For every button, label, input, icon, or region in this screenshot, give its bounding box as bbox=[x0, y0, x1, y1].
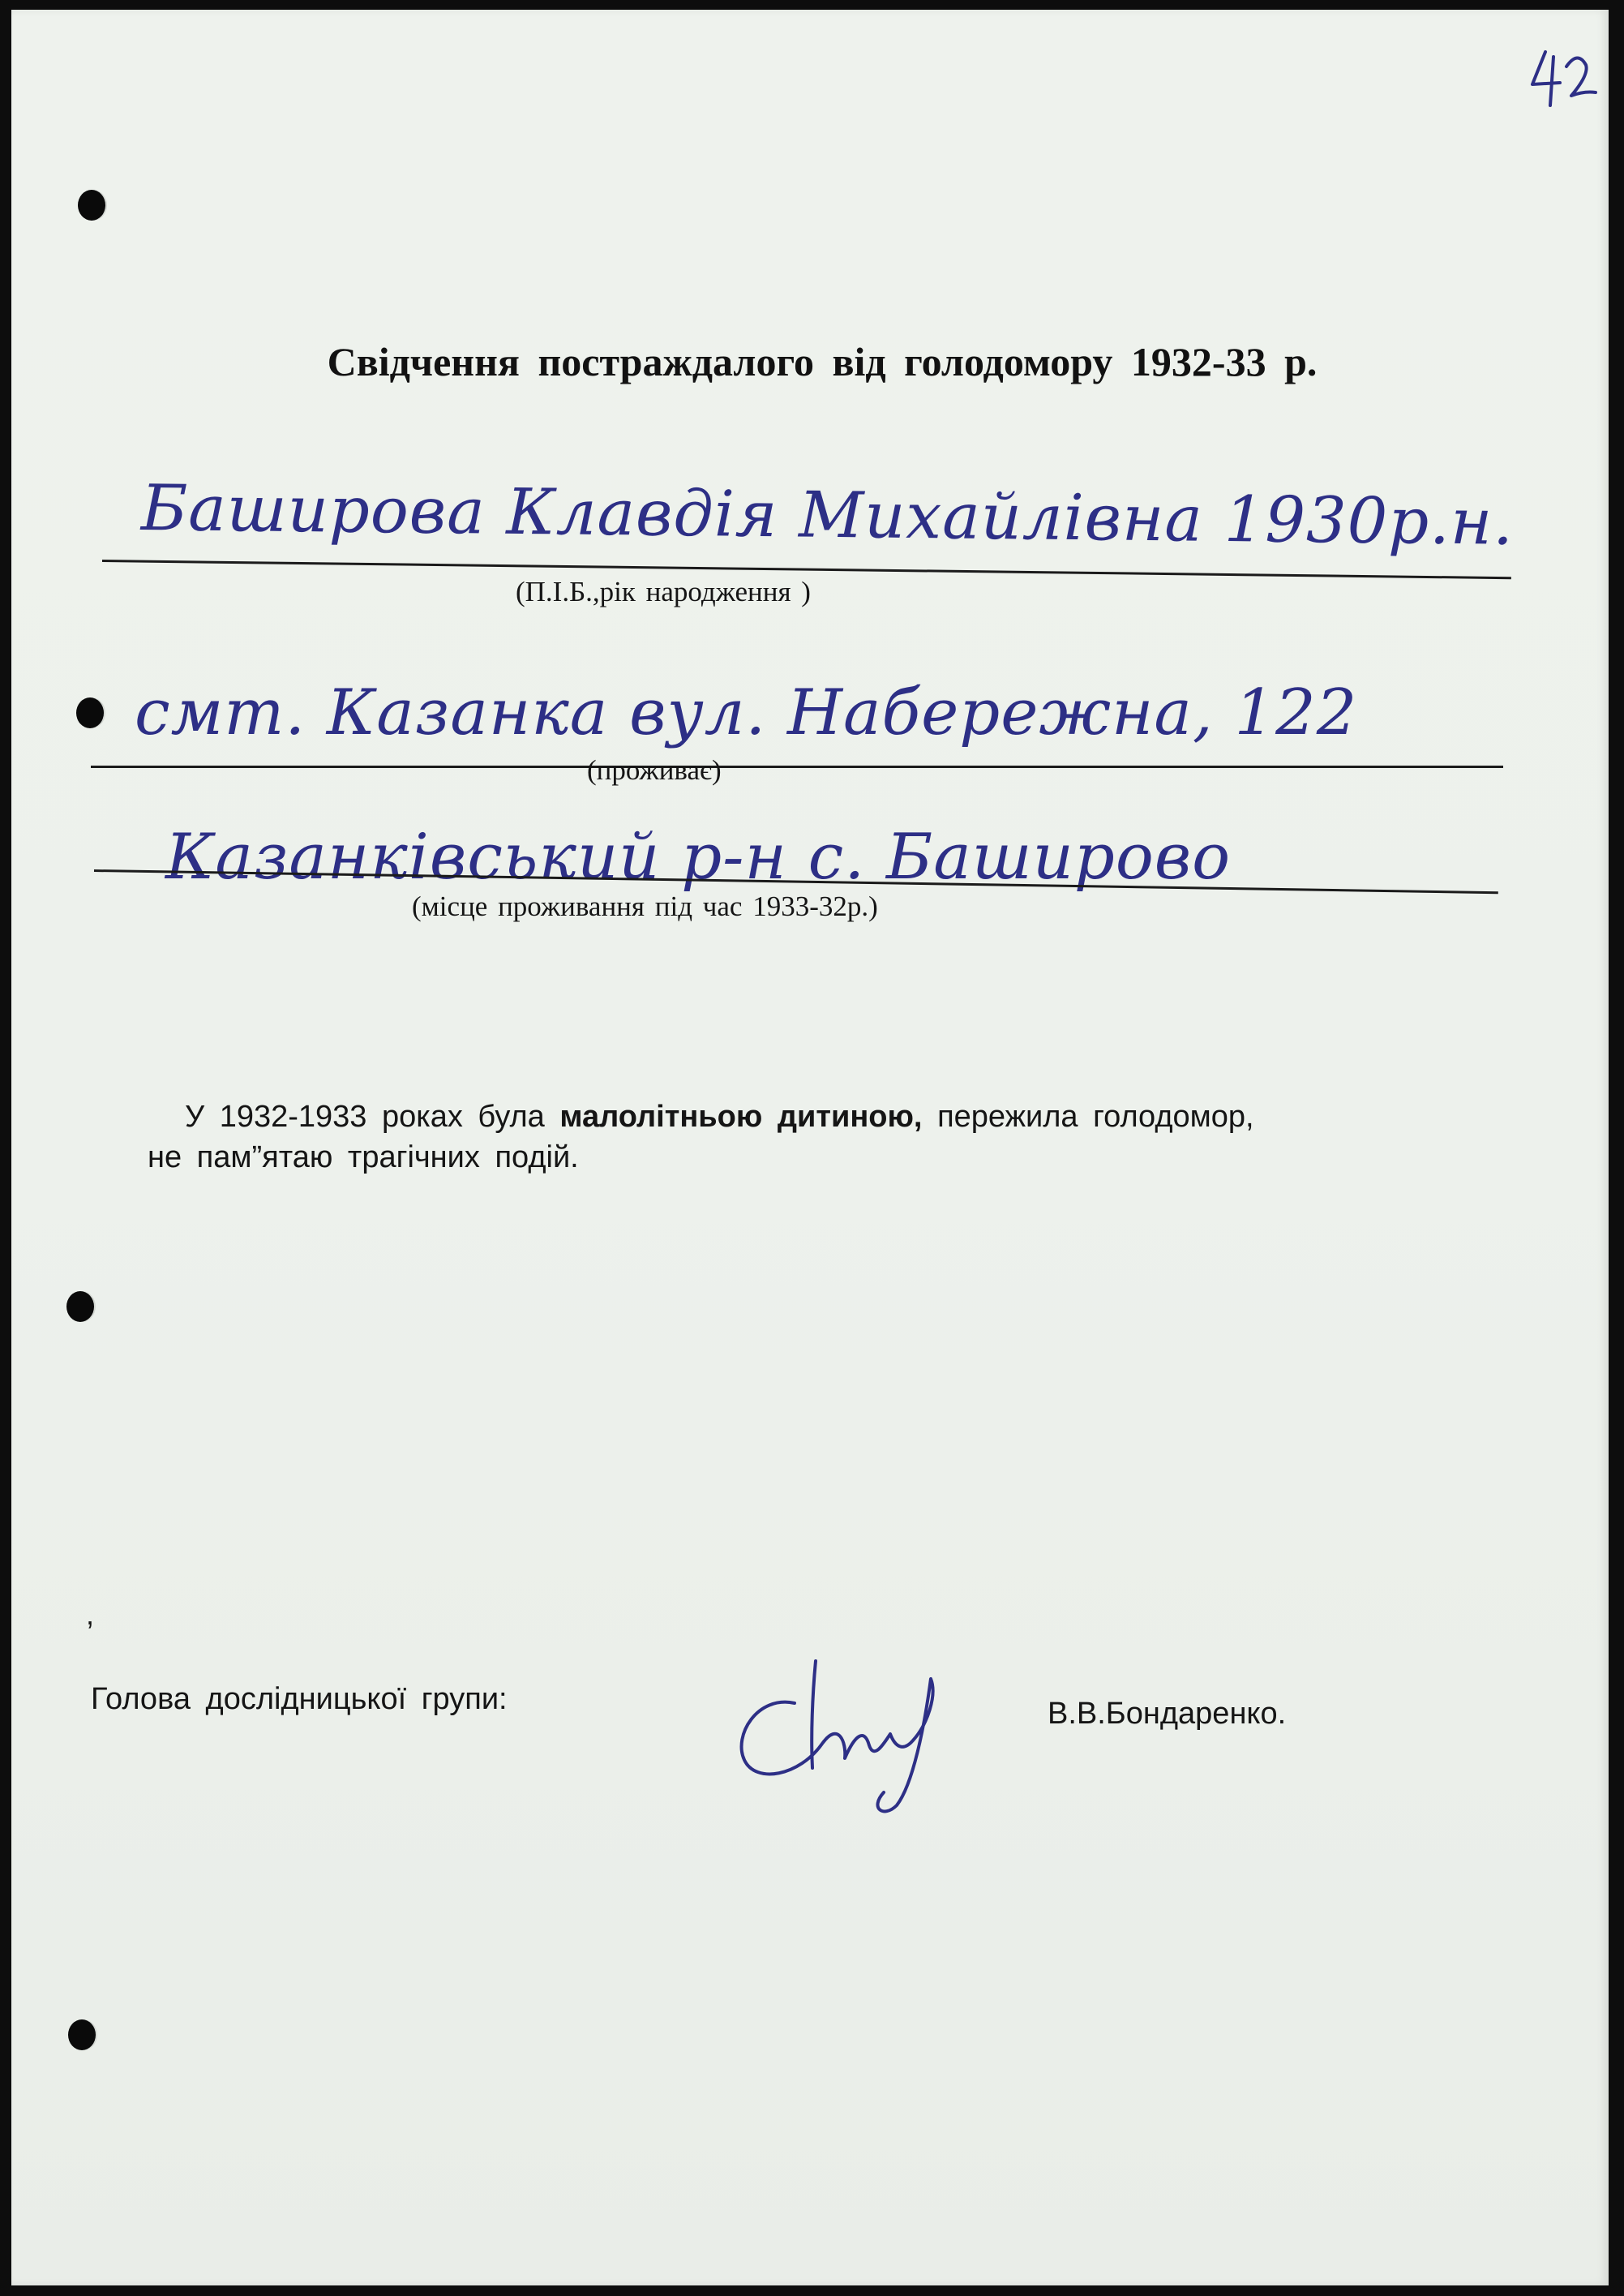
handwritten-name: Баширова Клавдія Михайлівна 1930р.н. bbox=[140, 472, 1515, 560]
statement-bold: малолітньою дитиною, bbox=[559, 1100, 923, 1134]
page-number-handwritten bbox=[1521, 42, 1602, 115]
handwritten-residence: смт. Казанка вул. Набережна, 122 bbox=[135, 676, 1358, 749]
handwritten-place-1933: Казанківський р-н с. Баширово bbox=[165, 821, 1232, 894]
name-caption: (П.І.Б.,рік народження ) bbox=[516, 576, 811, 607]
statement-line-2: не пам”ятаю трагічних подій. bbox=[148, 1140, 579, 1174]
statement-text bbox=[148, 1097, 1412, 1178]
place-caption: (місце проживання під час 1933-32р.) bbox=[412, 891, 878, 922]
footer-role: Голова дослідницької групи: bbox=[91, 1682, 508, 1716]
signature-image bbox=[725, 1646, 1017, 1821]
binder-hole-3 bbox=[66, 1291, 94, 1322]
binder-hole-4 bbox=[68, 2019, 96, 2050]
stray-mark: , bbox=[86, 1598, 95, 1631]
statement-part-1: У 1932-1933 роках була bbox=[185, 1100, 545, 1134]
statement-line-1 bbox=[148, 1097, 1412, 1137]
binder-hole-2 bbox=[76, 697, 104, 728]
binder-hole-1 bbox=[78, 190, 105, 221]
footer-name: В.В.Бондаренко. bbox=[1048, 1697, 1287, 1731]
residence-line bbox=[91, 766, 1503, 768]
document-title: Свідчення постраждалого від голодомору 1932-33 р. bbox=[327, 339, 1318, 384]
residence-caption: (проживає) bbox=[587, 754, 722, 786]
statement-part-2: пережила голодомор, bbox=[937, 1100, 1254, 1134]
document-page bbox=[11, 10, 1609, 2285]
